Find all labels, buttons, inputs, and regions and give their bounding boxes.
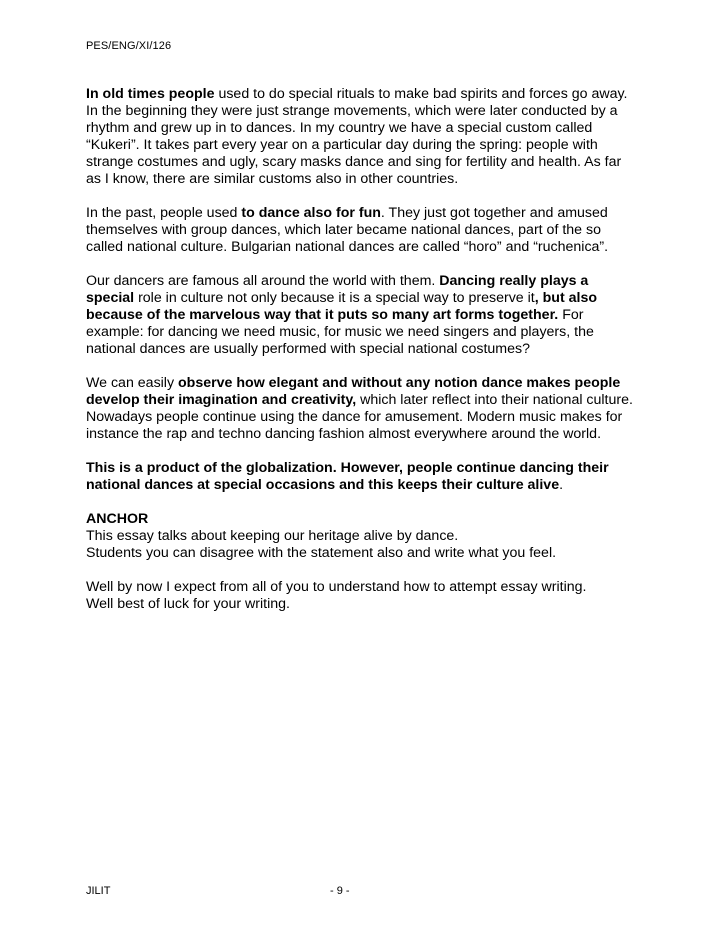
bold-phrase: develop their imagination and creativity, xyxy=(86,392,357,408)
bold-phrase: , but also xyxy=(534,290,598,306)
text-span: In the past, people used xyxy=(86,205,242,221)
paragraph-rituals xyxy=(86,86,686,188)
text-line xyxy=(86,290,686,307)
bold-phrase: Dancing really plays a xyxy=(439,273,589,289)
text-line: strange costumes and ugly, scary masks dance and sing for fertility and health. As far xyxy=(86,154,622,170)
text-line: Nowadays people continue using the dance for amusement. Modern music makes for xyxy=(86,409,623,425)
text-line: Students you can disagree with the statement also and write what you feel. xyxy=(86,545,557,561)
text-span: For xyxy=(558,307,584,323)
essay-body xyxy=(86,86,686,630)
document-code: PES/ENG/XI/126 xyxy=(86,40,172,52)
text-line xyxy=(86,307,686,324)
text-line: This essay talks about keeping our heritage alive by dance. xyxy=(86,528,459,544)
paragraph-dancers xyxy=(86,273,686,358)
footer-label: JILIT xyxy=(86,885,111,897)
text-line: Well by now I expect from all of you to understand how to attempt essay writing. xyxy=(86,579,587,595)
text-span: . xyxy=(559,477,564,493)
bold-phrase: because of the marvelous way that it puts so many art forms together. xyxy=(86,307,559,323)
bold-phrase: national dances at special occasions and this keeps their culture alive xyxy=(86,477,560,493)
paragraph-elegance xyxy=(86,375,686,443)
text-span: role in culture not only because it is a special way to preserve it xyxy=(134,290,535,306)
text-span: . They just got together and amused xyxy=(380,205,608,221)
text-line xyxy=(86,205,686,222)
text-line: themselves with group dances, which later became national dances, part of the so xyxy=(86,222,601,238)
text-span: We can easily xyxy=(86,375,178,391)
text-line: national dances are usually performed with special national costumes? xyxy=(86,341,531,357)
text-line: In the beginning they were just strange movements, which were later conducted by a xyxy=(86,103,618,119)
text-line: “Kukeri”. It takes part every year on a particular day during the spring: people with xyxy=(86,137,598,153)
bold-phrase: observe how elegant and without any notion dance makes people xyxy=(178,375,621,391)
anchor-heading: ANCHOR xyxy=(86,511,149,527)
text-line xyxy=(86,392,686,409)
page-number: - 9 - xyxy=(330,885,350,897)
text-line xyxy=(86,375,686,392)
text-line xyxy=(86,86,686,103)
text-span: which later reflect into their national culture. xyxy=(356,392,633,408)
bold-phrase: In old times people xyxy=(86,86,215,102)
bold-phrase: special xyxy=(86,290,135,306)
text-line: example: for dancing we need music, for music we need singers and players, the xyxy=(86,324,594,340)
paragraph-fun xyxy=(86,205,686,256)
closing-section xyxy=(86,579,686,613)
text-line: Well best of luck for your writing. xyxy=(86,596,290,612)
text-span: Our dancers are famous all around the world with them. xyxy=(86,273,440,289)
text-line: rhythm and grew up in to dances. In my country we have a special custom called xyxy=(86,120,593,136)
text-line: as I know, there are similar customs also in other countries. xyxy=(86,171,459,187)
anchor-section xyxy=(86,511,686,562)
text-line: This is a product of the globalization. However, people continue dancing their xyxy=(86,460,609,476)
bold-phrase: to dance also for fun xyxy=(241,205,381,221)
text-line: instance the rap and techno dancing fashion almost everywhere around the world. xyxy=(86,426,602,442)
text-line xyxy=(86,273,686,290)
text-span: used to do special rituals to make bad spirits and forces go away. xyxy=(214,86,628,102)
text-line: called national culture. Bulgarian national dances are called “horo” and “ruchenica”. xyxy=(86,239,609,255)
paragraph-globalization xyxy=(86,460,686,494)
text-line xyxy=(86,477,686,494)
